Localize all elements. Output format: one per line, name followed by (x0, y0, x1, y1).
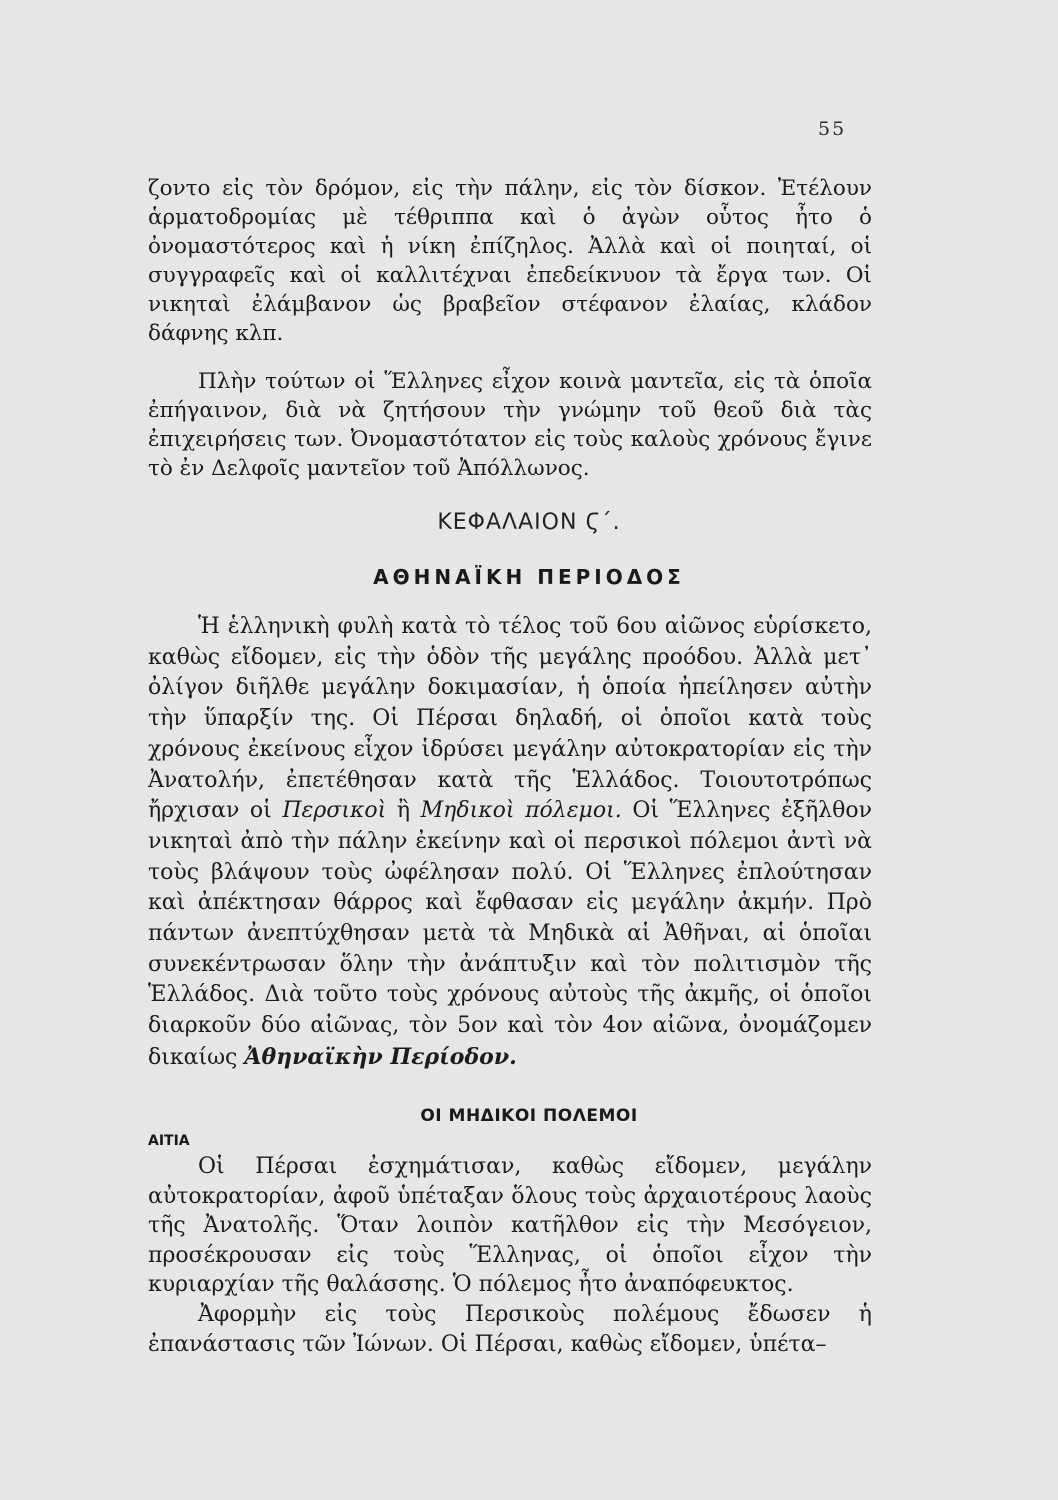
paragraph-athenian-period-text-a: Ἡ ἑλληνικὴ φυλὴ κατὰ τὸ τέλος τοῦ 6ου αἰῶνος εὑρίσκετο, καθὼς εἴδομεν, εἰς τὴν ὁδὸν τῆς μεγάλης προόδου. Ἀλλὰ μετ᾿ ὀλίγον διῆλθε μεγάλην δοκιμασίαν, ἡ ὁποία ἠπείλησεν αὐτὴν τὴν ὕπαρξίν της. Οἱ Πέρσαι δηλαδή, οἱ ὁποῖοι κατὰ τοὺς χρόνους ἐκείνους εἶχον ἱδρύσει μεγάλην αὐτοκρατορίαν εἰς τὴν Ἀνατολήν, ἐπετέθησαν κατὰ τῆς Ἑλλάδος. Τοιουτοτρόπως ἤρχισαν οἱ (148, 614, 872, 824)
side-label-causes: ΑΙΤΙΑ (148, 1133, 190, 1149)
chapter-heading: ΚΕΦΑΛΑΙΟΝ Ϛ΄. (437, 510, 621, 535)
bold-athenian-period: Ἀθηναϊκὴν Περίοδον. (244, 1043, 517, 1070)
paragraph-ionian-revolt: Ἀφορμὴν εἰς τοὺς Περσικοὺς πολέμους ἔδωσεν ἡ ἐπανάστασις τῶν Ἰώνων. Οἱ Πέρσαι, καθὼς εἴδομεν, ὑπέτα– (148, 1302, 872, 1357)
paragraph-games: ζοντο εἰς τὸν δρόμον, εἰς τὴν πάλην, εἰς τὸν δίσκον. Ἐτέλουν ἁρματοδρομίας μὲ τέθριππα καὶ ὁ ἀγὼν οὗτος ἦτο ὁ ὀνομαστότερος καὶ ἡ νίκη ἐπίζηλος. Ἀλλὰ καὶ οἱ ποιηταί, οἱ συγγραφεῖς καὶ οἱ καλλιτέχναι ἐπεδείκνυον τὰ ἔργα των. Οἱ νικηταὶ ἐλάμβανον ὡς βραβεῖον στέφανον ἐλαίας, κλάδον δάφνης κλπ. (148, 176, 872, 346)
italic-persian-wars: Περσικοὶ (282, 798, 387, 824)
paragraph-athenian-period-text-b: ἢ (396, 798, 411, 824)
paragraph-athenian-period (148, 612, 872, 1074)
italic-median-wars: Μηδικοὶ πόλεμοι. (420, 798, 622, 824)
page-number: 55 (818, 118, 847, 140)
section-title: ΑΘΗΝΑΪΚΗ ΠΕΡΙΟΔΟΣ (373, 565, 685, 589)
paragraph-athenian-period-text-c: Οἱ Ἕλληνες ἐξῆλθον νικηταὶ ἀπὸ τὴν πάλην ἐκείνην καὶ οἱ περσικοὶ πόλεμοι ἀντὶ νὰ τοὺς βλάψουν τοὺς ὠφέλησαν πολύ. Οἱ Ἕλληνες ἐπλούτησαν καὶ ἀπέκτησαν θάρρος καὶ ἔφθασαν εἰς μεγάλην ἀκμήν. Πρὸ πάντων ἀνεπτύχθησαν μετὰ τὰ Μηδικὰ αἱ Ἀθῆναι, αἱ ὁποῖαι συνεκέντρωσαν ὅλην τὴν ἀνάπτυξιν καὶ τὸν πολιτισμὸν τῆς Ἑλλάδος. Διὰ τοῦτο τοὺς χρόνους αὐτοὺς τῆς ἀκμῆς, οἱ ὁποῖοι διαρκοῦν δύο αἰῶνας, τὸν 5ον καὶ τὸν 4ον αἰῶνα, ὀνομάζομεν δικαίως (148, 798, 872, 1070)
subheading-median-wars: ΟΙ ΜΗΔΙΚΟΙ ΠΟΛΕΜΟΙ (420, 1106, 638, 1126)
paragraph-causes: Οἱ Πέρσαι ἐσχημάτισαν, καθὼς εἴδομεν, μεγάλην αὐτοκρατορίαν, ἀφοῦ ὑπέταξαν ὅλους τοὺς ἀρχαιοτέρους λαοὺς τῆς Ἀνατολῆς. Ὅταν λοιπὸν κατῆλθον εἰς τὴν Μεσόγειον, προσέκρουσαν εἰς τοὺς Ἕλληνας, οἱ ὁποῖοι εἶχον τὴν κυριαρχίαν τῆς θαλάσσης. Ὁ πόλεμος ἦτο ἀναπόφευκτος. (148, 1154, 872, 1297)
paragraph-oracles: Πλὴν τούτων οἱ Ἕλληνες εἶχον κοινὰ μαντεῖα, εἰς τὰ ὁποῖα ἐπήγαινον, διὰ νὰ ζητήσουν τὴν γνώμην τοῦ θεοῦ διὰ τὰς ἐπιχειρήσεις των. Ὀνομαστότατον εἰς τοὺς καλοὺς χρόνους ἔγινε τὸ ἐν Δελφοῖς μαντεῖον τοῦ Ἀπόλλωνος. (148, 369, 872, 481)
